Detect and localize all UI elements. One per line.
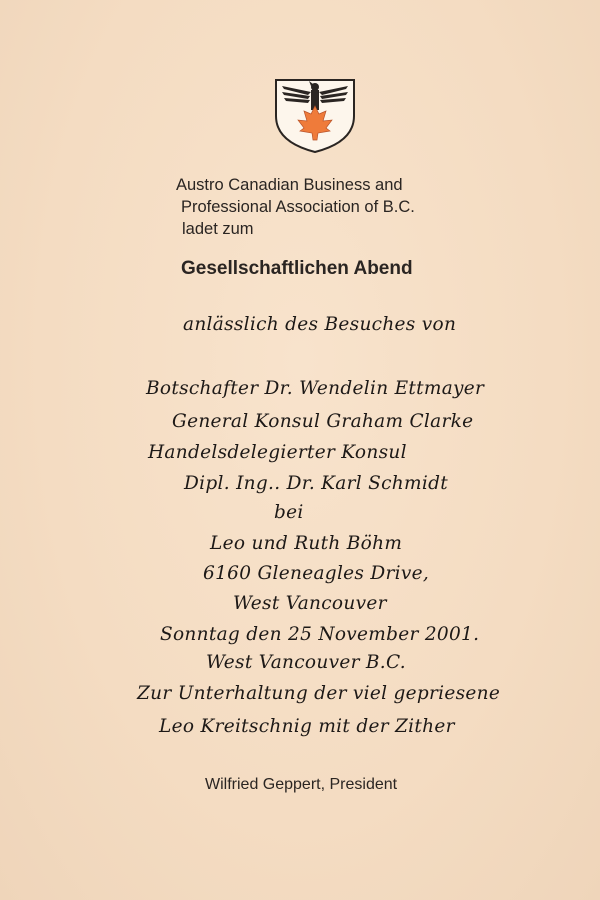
guest-trade-delegate: Handelsdelegierter Konsul	[148, 442, 407, 463]
city-province-line: West Vancouver B.C.	[206, 652, 406, 673]
hosts-line: Leo und Ruth Böhm	[210, 533, 403, 554]
header-line-2: Professional Association of B.C.	[181, 198, 415, 216]
city-line: West Vancouver	[233, 593, 387, 614]
occasion-line: anlässlich des Besuches von	[183, 314, 457, 335]
date-line: Sonntag den 25 November 2001.	[160, 624, 480, 645]
eagle-maple-leaf-shield-icon	[270, 76, 360, 154]
address-line: 6160 Gleneagles Drive,	[203, 563, 430, 584]
entertainment-line-1: Zur Unterhaltung der viel gepriesene	[137, 683, 501, 704]
header-line-3: ladet zum	[182, 220, 254, 238]
header-line-1: Austro Canadian Business and	[176, 176, 403, 194]
bei-line: bei	[274, 502, 304, 523]
entertainment-line-2: Leo Kreitschnig mit der Zither	[159, 716, 455, 737]
guest-consul-general: General Konsul Graham Clarke	[172, 411, 474, 432]
signature-line: Wilfried Geppert, President	[205, 776, 398, 793]
guest-ambassador: Botschafter Dr. Wendelin Ettmayer	[146, 378, 485, 399]
event-title: Gesellschaftlichen Abend	[181, 258, 413, 279]
guest-trade-delegate-name: Dipl. Ing.. Dr. Karl Schmidt	[184, 473, 448, 494]
